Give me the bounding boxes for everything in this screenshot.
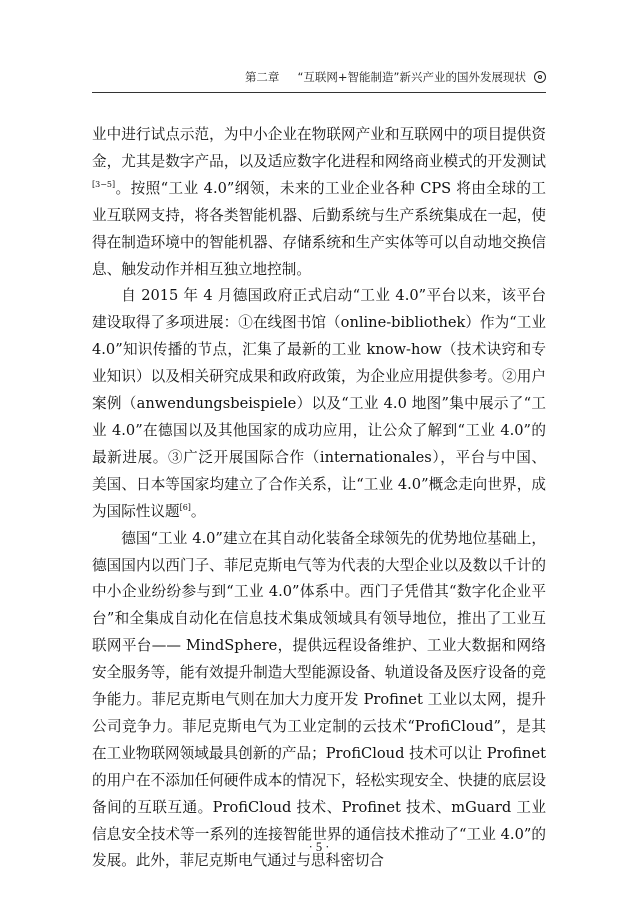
paragraph-1-text: 业中进行试点示范，为中小企业在物联网产业和互联网中的项目提供资金，尤其是数字产品，以及适应数字化进程和网络商业模式的开发测试 bbox=[92, 126, 546, 170]
citation-ref: [3−5] bbox=[92, 179, 116, 189]
paragraph-3-text: 德国“工业 4.0”建立在其自动化装备全球领先的优势地位基础上，德国国内以西门子、菲尼克斯电气等为代表的大型企业以及数以千计的中小企业纷纷参与到“工业 4.0”体系中。西门子凭借其“数字化企业平台”和全集成自动化在信息技术集成领域具有领导地位，推出了工业互联网平台—— MindSphere，提供远程设备维护、工业大数据和网络安全服务等，能有效提升制造大型能源设备、轨道设备及医疗设备的竞争能力。菲尼克斯电气则在加大力度开发 Profinet 工业以太网，提升公司竞争力。菲尼克斯电气为工业定制的云技术“ProfiCloud”，是其在工业物联网领域最具创新的产品；ProfiCloud 技术可以让 Profinet 的用户在不添加任何硬件成本的情况下，轻松实现安全、快捷的底层设备间的互联互通。ProfiCloud 技术、Profinet 技术、mGuard 工业信息安全技术等一系列的连接智能世界的通信技术推动了“工业 4.0”的发展。此外，菲尼克斯电气通过与思科密切合 bbox=[92, 529, 546, 870]
paragraph-2 bbox=[92, 283, 546, 525]
citation-ref: [6] bbox=[179, 502, 191, 512]
page-number: · 5 · bbox=[308, 840, 330, 854]
paragraph-1-text-end: 。按照“工业 4.0”纲领，未来的工业企业各种 CPS 将由全球的工业互联网支持，将各类智能机器、后勤系统与生产系统集成在一起，使得在制造环境中的智能机器、存储系统和生产实体等可以自动地交换信息、触发动作并相互独立地控制。 bbox=[92, 179, 546, 278]
chapter-label: 第二章 bbox=[244, 70, 280, 84]
paragraph-3 bbox=[92, 526, 546, 876]
paragraph-1 bbox=[92, 122, 546, 283]
header-rule bbox=[92, 92, 546, 93]
paragraph-2-text-end: 。 bbox=[190, 502, 206, 520]
chapter-title: “互联网+智能制造”新兴产业的国外发展现状 bbox=[297, 70, 526, 84]
paragraph-2-text: 自 2015 年 4 月德国政府正式启动“工业 4.0”平台以来，该平台建设取得了多项进展：①在线图书馆（online-bibliothek）作为“工业 4.0”知识传播的节点，汇集了最新的工业 know-how（技术诀窍和专业知识）以及相关研究成果和政府政策，为企业应用提供参考。②用户案例（anwendungsbeispiele）以及“工业 4.0 地图”集中展示了“工业 4.0”在德国以及其他国家的成功应用，让公众了解到“工业 4.0”的最新进展。③广泛开展国际合作（internationales），平台与中国、美国、日本等国家均建立了合作关系，让“工业 4.0”概念走向世界，成为国际性议题 bbox=[92, 287, 546, 520]
circle-ornament-icon bbox=[534, 71, 546, 83]
running-header bbox=[92, 66, 546, 88]
body-text bbox=[92, 122, 546, 875]
